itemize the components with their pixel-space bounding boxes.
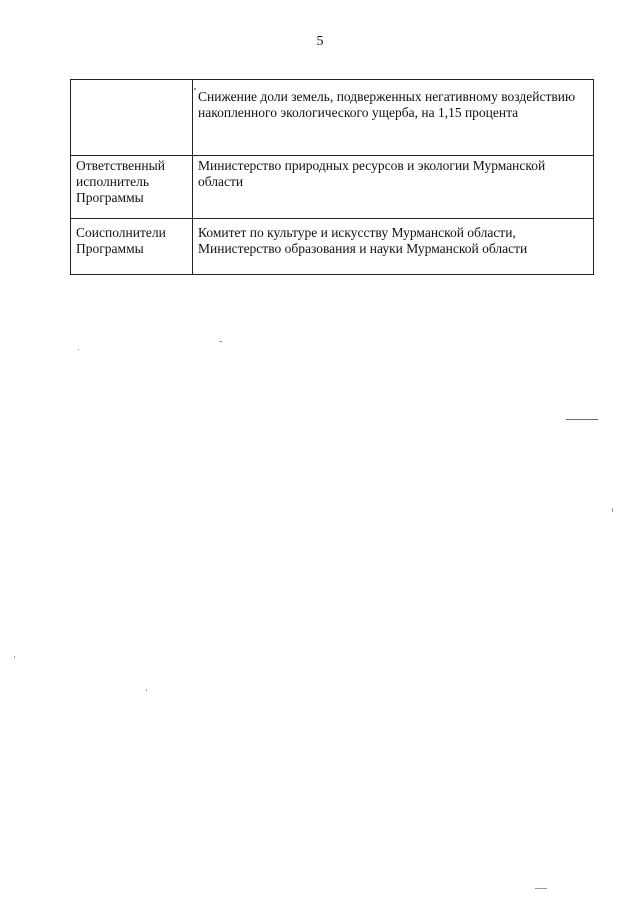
scan-artifact <box>566 419 598 420</box>
scan-artifact <box>535 888 547 889</box>
table-row-responsible-executor <box>71 156 594 219</box>
co-executors-value: Комитет по культуре и искусству Мурманской области, Министерство образования и науки Мурманской области <box>193 219 594 275</box>
scan-artifact <box>194 88 196 90</box>
co-executors-label: Соисполнители Программы <box>71 219 193 275</box>
responsible-executor-value: Министерство природных ресурсов и экологии Мурманской области <box>193 156 594 219</box>
responsible-executor-label: Ответственный исполнитель Программы <box>71 156 193 219</box>
table-row-co-executors <box>71 219 594 275</box>
row-label-empty <box>71 80 193 156</box>
scan-artifact <box>219 341 222 342</box>
program-passport-table <box>70 79 594 275</box>
page-number: 5 <box>316 34 324 49</box>
table-row-target-indicator <box>71 80 594 156</box>
scan-artifact <box>146 689 147 691</box>
target-indicator-value: Снижение доли земель, подверженных негативному воздействию накопленного экологического ущерба, на 1,15 процента <box>193 80 594 156</box>
scan-artifact <box>14 656 15 658</box>
scan-artifact <box>612 508 613 512</box>
scan-artifact <box>78 349 79 350</box>
